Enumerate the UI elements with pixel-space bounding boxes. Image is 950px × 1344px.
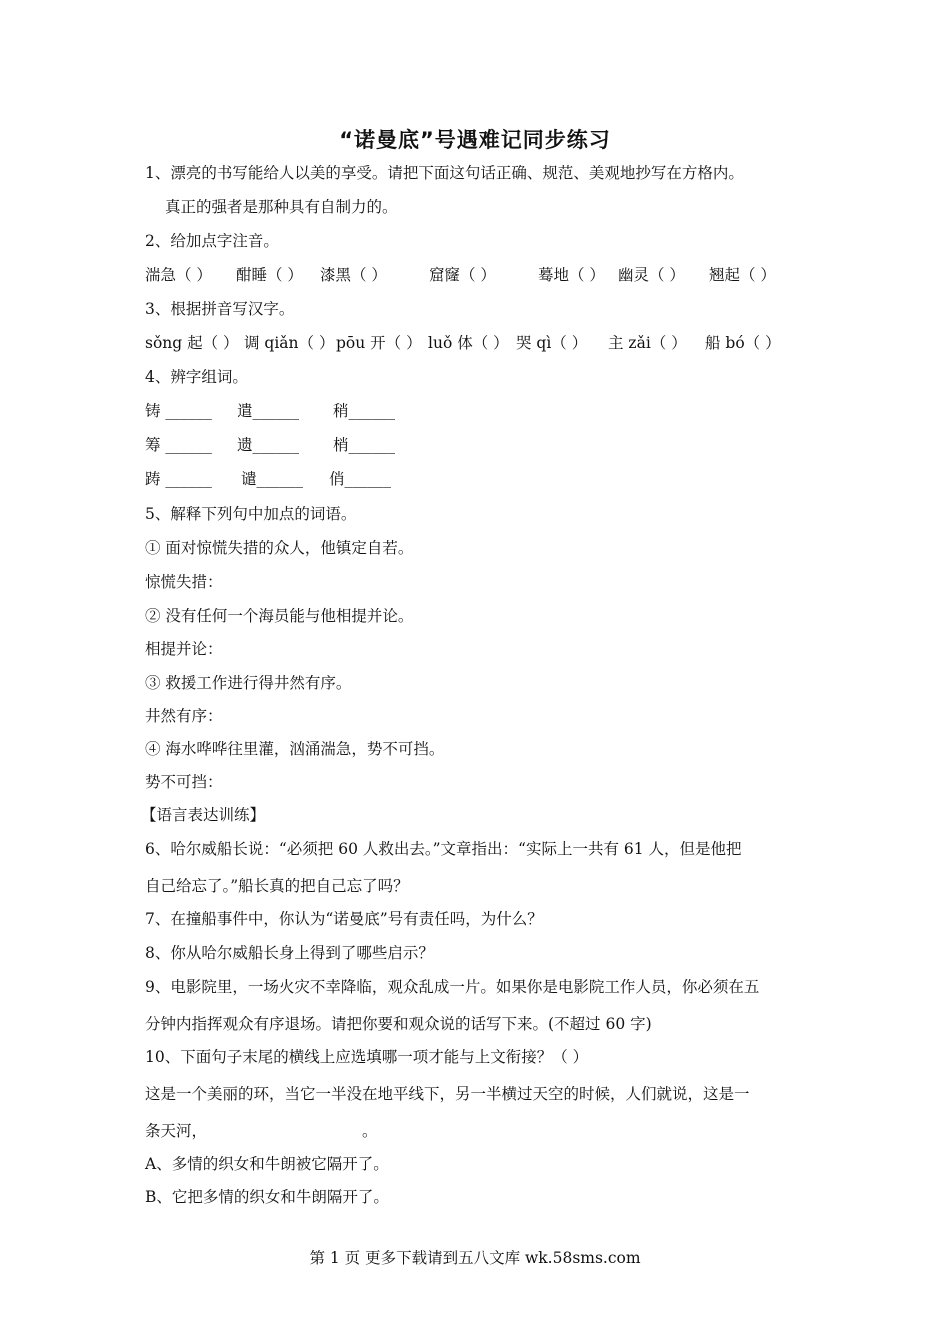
question-5: 5、解释下列句中加点的词语。: [145, 505, 357, 523]
q3-item: 哭 qì（ ）: [516, 334, 588, 352]
q5-line: 惊慌失措：: [145, 573, 223, 591]
q5-line: 井然有序：: [145, 707, 223, 725]
q2-item: 翘起（ ）: [709, 266, 776, 284]
q4-cell: 铸 ______: [145, 402, 212, 420]
q10-option-b: B、它把多情的织女和牛朗隔开了。: [145, 1188, 389, 1206]
q3-item: 主 zǎi（ ）: [608, 334, 687, 352]
q5-line: ② 没有任何一个海员能与他相提并论。: [145, 607, 414, 625]
q4-cell: 遗______: [237, 436, 300, 454]
q5-line: 相提并论：: [145, 640, 223, 658]
q2-item: 蓦地（ ）: [538, 266, 605, 284]
question-6: 6、哈尔威船长说：“必须把 60 人救出去。”文章指出：“实际上一共有 61 人，但是他把: [145, 840, 742, 858]
q10-option-a: A、多情的织女和牛朗被它隔开了。: [145, 1155, 389, 1173]
q3-item: luǒ 体（ ）: [428, 334, 509, 352]
question-10: 10、下面句子末尾的横线上应选填哪一项才能与上文衔接？（ ）: [145, 1048, 589, 1066]
page-title: “诺曼底”号遇难记同步练习: [339, 128, 611, 152]
q10-line: 这是一个美丽的环，当它一半没在地平线下，另一半横过天空的时候，人们就说，这是一: [145, 1085, 750, 1103]
question-1: 1、漂亮的书写能给人以美的享受。请把下面这句话正确、规范、美观地抄写在方格内。: [145, 164, 744, 182]
q5-line: ① 面对惊慌失措的众人，他镇定自若。: [145, 539, 414, 557]
q5-line: ④ 海水哗哗往里灌，汹涌湍急，势不可挡。: [145, 740, 445, 758]
q3-item: sǒng 起（ ）: [145, 334, 239, 352]
q2-item: 湍急（ ）: [145, 266, 212, 284]
q4-cell: 筹 ______: [145, 436, 212, 454]
q3-item: pōu 开（ ）: [336, 334, 422, 352]
q3-item: 调 qiǎn（ ）: [244, 334, 335, 352]
question-4: 4、辨字组词。: [145, 368, 248, 386]
q2-item: 幽灵（ ）: [618, 266, 685, 284]
question-6-cont: 自己给忘了。”船长真的把自己忘了吗？: [145, 877, 409, 895]
q10-line: 条天河，: [145, 1122, 208, 1140]
q10-line-end: 。: [362, 1122, 378, 1140]
q4-cell: 遣______: [237, 402, 300, 420]
section-heading: 【语言表达训练】: [141, 806, 266, 824]
question-8: 8、你从哈尔威船长身上得到了哪些启示？: [145, 944, 434, 962]
page-footer: 第 1 页 更多下载请到五八文库 wk.58sms.com: [309, 1249, 641, 1267]
q4-cell: 谴______: [241, 470, 304, 488]
q4-cell: 稍______: [333, 402, 396, 420]
q5-line: ③ 救援工作进行得井然有序。: [145, 674, 352, 692]
question-1-sentence: 真正的强者是那种具有自制力的。: [165, 198, 398, 216]
q4-cell: 梢______: [333, 436, 396, 454]
question-3: 3、根据拼音写汉字。: [145, 300, 295, 318]
q5-line: 势不可挡：: [145, 773, 223, 791]
question-7: 7、在撞船事件中，你认为“诺曼底”号有责任吗，为什么？: [145, 910, 543, 928]
question-2: 2、给加点字注音。: [145, 232, 279, 250]
q3-item: 船 bó（ ）: [705, 334, 781, 352]
q2-item: 窟窿（ ）: [429, 266, 496, 284]
q4-cell: 踌 ______: [145, 470, 212, 488]
question-9: 9、电影院里，一场火灾不幸降临，观众乱成一片。如果你是电影院工作人员，你必须在五: [145, 978, 760, 996]
q2-item: 酣睡（ ）: [236, 266, 303, 284]
q4-cell: 俏______: [329, 470, 392, 488]
q2-item: 漆黑（ ）: [320, 266, 387, 284]
question-9-cont: 分钟内指挥观众有序退场。请把你要和观众说的话写下来。(不超过 60 字): [145, 1015, 652, 1033]
